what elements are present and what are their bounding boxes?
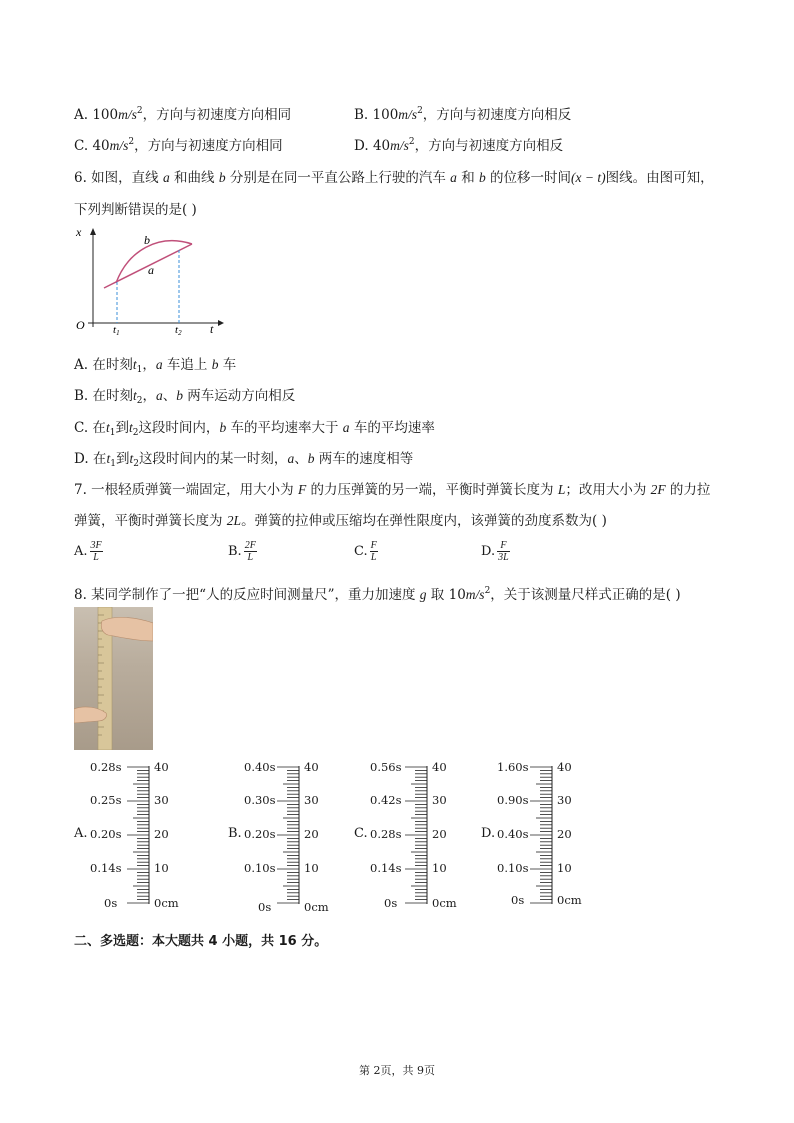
curve-b-label: b (144, 233, 150, 247)
x-axis-arrow (218, 320, 224, 326)
y-axis-label: x (76, 225, 82, 239)
q8-stem: 8. 某同学制作了一把“人的反应时间测量尺”，重力加速度 g 取 $10m/s^2$，关于该测量尺样式正确的是( ) (74, 586, 681, 603)
q6-graph (70, 225, 230, 335)
line-a-label: a (148, 263, 154, 277)
ruler-scale-c (403, 762, 431, 907)
x-axis-label: t (210, 322, 214, 335)
q5-option-a: A. $100m/s^2$，方向与初速度方向相同 (74, 106, 292, 123)
q6-option-d: D. 在$t_1$到$t_2$这段时间内的某一时刻，a、b 两车的速度相等 (74, 451, 414, 469)
q7-option-a: A. $\frac{3F}{L}$ (74, 540, 102, 563)
ruler-photo (74, 607, 153, 750)
y-axis-arrow (90, 228, 96, 235)
q6-option-c: C. 在$t_1$到$t_2$这段时间内，b 车的平均速率大于 a 车的平均速率 (74, 420, 435, 438)
ruler-scale-b (275, 762, 303, 907)
t1-label: t1 (113, 324, 120, 335)
ruler-scale-a (125, 762, 153, 907)
q6-stem-line2: 下列判断错误的是( ) (74, 202, 197, 218)
q7-stem-line1: 7. 一根轻质弹簧一端固定，用大小为 F 的力压弹簧的另一端，平衡时弹簧长度为 L；改用大小为 2F 的力拉 (74, 482, 711, 498)
section-2-heading: 二、多选题：本大题共 4 小题，共 16 分。 (74, 934, 328, 949)
q5-option-c: C. $40m/s^2$，方向与初速度方向相同 (74, 137, 283, 154)
page-footer: 第 2页，共 9页 (359, 1064, 435, 1077)
q7-stem-line2: 弹簧，平衡时弹簧长度为 2L。弹簧的拉伸或压缩均在弹性限度内，该弹簧的劲度系数为( ) (74, 513, 607, 529)
q6-option-b: B. 在时刻$t_2$，a、b 两车运动方向相反 (74, 388, 296, 406)
q6-option-a: A. 在时刻$t_1$，a 车追上 b 车 (74, 357, 237, 375)
q7-option-c: C. $\frac{F}{L}$ (354, 540, 377, 563)
q6-stem-line1: 6. 如图，直线 a 和曲线 b 分别是在同一平直公路上行驶的汽车 a 和 b 的位移一时间(x − t)图线。由图可知， (74, 170, 714, 186)
q5-option-d: D. $40m/s^2$，方向与初速度方向相反 (354, 137, 564, 154)
origin-label: O (76, 318, 85, 332)
q7-option-d: D. $\frac{F}{3L}$ (481, 540, 509, 563)
t2-label: t2 (175, 324, 182, 335)
q7-option-b: B. $\frac{2F}{L}$ (228, 540, 256, 563)
ruler-scale-d (528, 762, 556, 907)
q5-option-b: B. $100m/s^2$，方向与初速度方向相反 (354, 106, 572, 123)
